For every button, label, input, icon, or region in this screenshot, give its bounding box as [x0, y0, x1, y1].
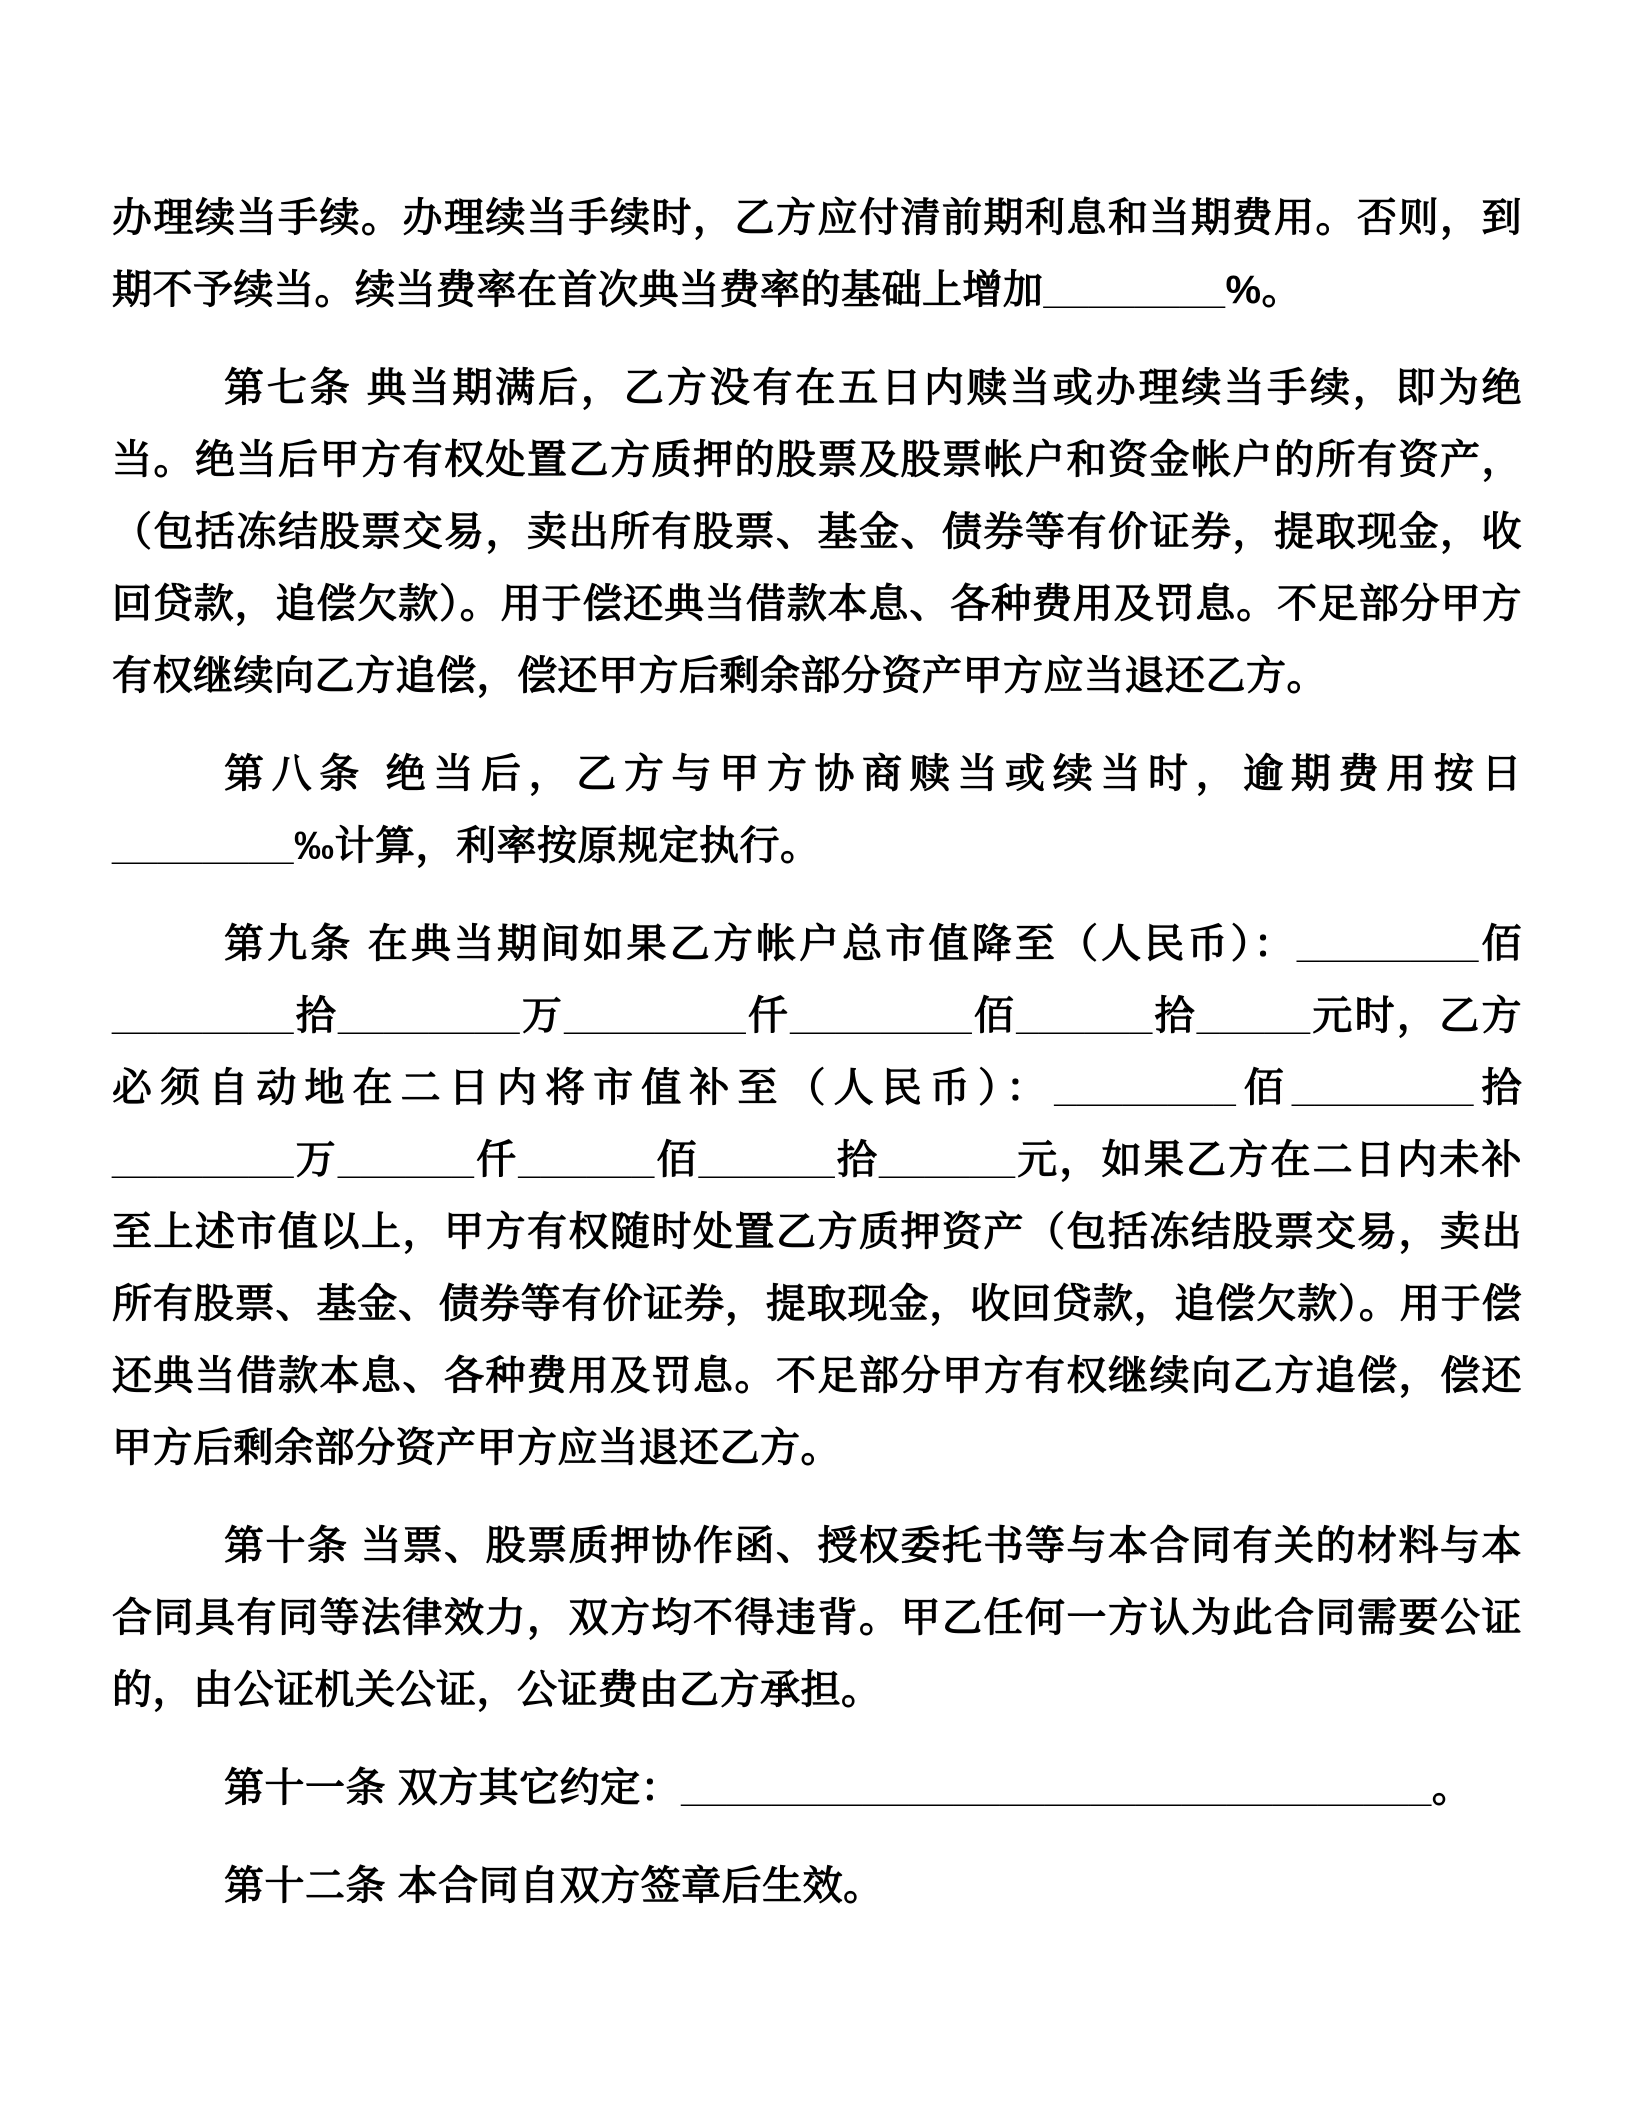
- clause-9-paragraph: 第九条 在典当期间如果乙方帐户总市值降至（人民币）：________佰________拾________万________仟________佰______拾_____元时，乙方必须自动地在二日内将市值补至（人民币）：________佰________拾________万______仟______佰______拾______元，如果乙方在二日内未补至上述市值以上，甲方有权随时处置乙方质押资产（包括冻结股票交易，卖出所有股票、基金、债券等有价证券，提取现金，收回贷款，追偿欠款）。用于偿还典当借款本息、各种费用及罚息。不足部分甲方有权继续向乙方追偿，偿还甲方后剩余部分资产甲方应当退还乙方。: [112, 922, 1522, 1470]
- clause-8-paragraph: 第八条 绝当后，乙方与甲方协商赎当或续当时，逾期费用按日________‰计算，利率按原规定执行。: [112, 752, 1522, 868]
- clause-12-paragraph: 第十二条 本合同自双方签章后生效。: [224, 1864, 884, 1908]
- continuation-paragraph: 办理续当手续。办理续当手续时，乙方应付清前期利息和当期费用。否则，到期不予续当。续当费率在首次典当费率的基础上增加________%。: [112, 196, 1522, 312]
- clause-10-paragraph: 第十条 当票、股票质押协作函、授权委托书等与本合同有关的材料与本合同具有同等法律效力，双方均不得违背。甲乙任何一方认为此合同需要公证的，由公证机关公证，公证费由乙方承担。: [112, 1524, 1522, 1712]
- clause-11-paragraph: 第十一条 双方其它约定：_________________________________。: [224, 1766, 1473, 1810]
- clause-7-paragraph: 第七条 典当期满后，乙方没有在五日内赎当或办理续当手续，即为绝当。绝当后甲方有权处置乙方质押的股票及股票帐户和资金帐户的所有资产，（包括冻结股票交易，卖出所有股票、基金、债券等有价证券，提取现金，收回贷款，追偿欠款）。用于偿还典当借款本息、各种费用及罚息。不足部分甲方有权继续向乙方追偿，偿还甲方后剩余部分资产甲方应当退还乙方。: [112, 366, 1522, 698]
